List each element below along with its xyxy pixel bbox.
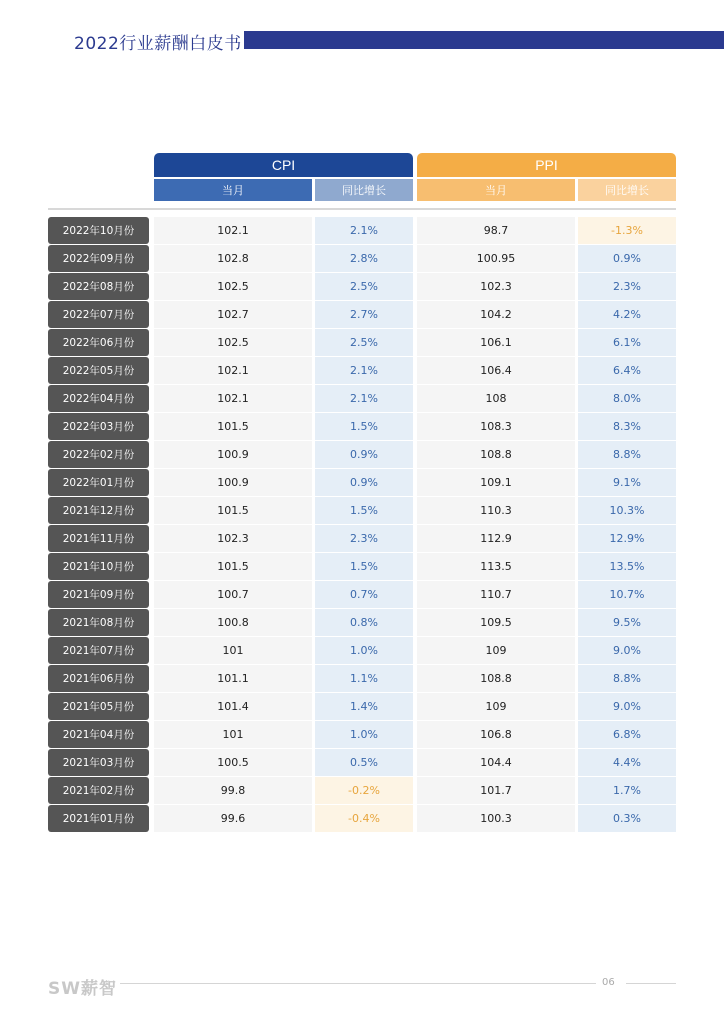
cpi-monthly-cell: 102.1 xyxy=(154,217,312,244)
cpi-yoy-cell: 2.1% xyxy=(315,385,413,412)
row-label: 2021年07月份 xyxy=(48,637,149,664)
ppi-yoy-cell: 0.9% xyxy=(578,245,676,272)
cpi-group-header: CPI xyxy=(154,153,413,177)
cpi-yoy-cell: 1.1% xyxy=(315,665,413,692)
ppi-yoy-cell: 2.3% xyxy=(578,273,676,300)
cpi-yoy-cell: 2.3% xyxy=(315,525,413,552)
table-row xyxy=(48,581,676,609)
cpi-yoy-cell: 1.5% xyxy=(315,497,413,524)
cpi-yoy-cell: 2.8% xyxy=(315,245,413,272)
cpi-monthly-cell: 101.1 xyxy=(154,665,312,692)
ppi-monthly-cell: 106.4 xyxy=(417,357,575,384)
row-label: 2021年11月份 xyxy=(48,525,149,552)
cpi-monthly-cell: 99.6 xyxy=(154,805,312,832)
cpi-monthly-cell: 100.8 xyxy=(154,609,312,636)
ppi-monthly-cell: 98.7 xyxy=(417,217,575,244)
ppi-yoy-cell: 9.0% xyxy=(578,693,676,720)
ppi-yoy-cell: 6.1% xyxy=(578,329,676,356)
ppi-yoy-cell: 10.3% xyxy=(578,497,676,524)
row-label: 2022年08月份 xyxy=(48,273,149,300)
footer-logo: SW薪智 xyxy=(48,979,117,999)
table-row xyxy=(48,497,676,525)
row-label: 2021年06月份 xyxy=(48,665,149,692)
cpi-yoy-cell: 1.5% xyxy=(315,553,413,580)
ppi-monthly-cell: 102.3 xyxy=(417,273,575,300)
table-row xyxy=(48,553,676,581)
cpi-monthly-cell: 101.4 xyxy=(154,693,312,720)
cpi-monthly-cell: 100.9 xyxy=(154,441,312,468)
page-header-title: 2022行业薪酬白皮书 xyxy=(74,34,242,54)
ppi-monthly-cell: 113.5 xyxy=(417,553,575,580)
cpi-yoy-cell: 2.1% xyxy=(315,357,413,384)
ppi-yoy-cell: 8.8% xyxy=(578,441,676,468)
page-number: 06 xyxy=(602,977,615,988)
table-row xyxy=(48,413,676,441)
cpi-monthly-cell: 102.1 xyxy=(154,385,312,412)
row-label: 2021年08月份 xyxy=(48,609,149,636)
ppi-monthly-cell: 100.95 xyxy=(417,245,575,272)
ppi-monthly-cell: 106.8 xyxy=(417,721,575,748)
row-label: 2021年12月份 xyxy=(48,497,149,524)
ppi-monthly-cell: 109.1 xyxy=(417,469,575,496)
cpi-monthly-cell: 100.5 xyxy=(154,749,312,776)
header-accent-bar xyxy=(244,31,724,49)
ppi-monthly-cell: 106.1 xyxy=(417,329,575,356)
cpi-monthly-cell: 99.8 xyxy=(154,777,312,804)
ppi-yoy-cell: 8.8% xyxy=(578,665,676,692)
cpi-yoy-cell: 2.7% xyxy=(315,301,413,328)
row-label: 2022年10月份 xyxy=(48,217,149,244)
table-row xyxy=(48,609,676,637)
cpi-yoy-cell: 2.5% xyxy=(315,329,413,356)
ppi-monthly-header: 当月 xyxy=(417,179,575,201)
table-row xyxy=(48,721,676,749)
ppi-yoy-cell: 12.9% xyxy=(578,525,676,552)
cpi-yoy-cell: 0.5% xyxy=(315,749,413,776)
row-label: 2021年02月份 xyxy=(48,777,149,804)
ppi-monthly-cell: 108.8 xyxy=(417,441,575,468)
row-label: 2022年09月份 xyxy=(48,245,149,272)
ppi-monthly-cell: 108 xyxy=(417,385,575,412)
cpi-monthly-cell: 102.5 xyxy=(154,329,312,356)
cpi-yoy-cell: 2.5% xyxy=(315,273,413,300)
ppi-yoy-cell: 4.4% xyxy=(578,749,676,776)
cpi-monthly-cell: 102.5 xyxy=(154,273,312,300)
cpi-monthly-cell: 102.1 xyxy=(154,357,312,384)
cpi-monthly-cell: 101.5 xyxy=(154,413,312,440)
table-row xyxy=(48,749,676,777)
ppi-yoy-cell: -1.3% xyxy=(578,217,676,244)
cpi-monthly-cell: 100.9 xyxy=(154,469,312,496)
ppi-yoy-cell: 6.8% xyxy=(578,721,676,748)
row-label: 2022年07月份 xyxy=(48,301,149,328)
ppi-monthly-cell: 110.3 xyxy=(417,497,575,524)
ppi-monthly-cell: 108.8 xyxy=(417,665,575,692)
header-divider xyxy=(48,208,676,210)
table-row xyxy=(48,245,676,273)
ppi-monthly-cell: 110.7 xyxy=(417,581,575,608)
cpi-monthly-cell: 102.7 xyxy=(154,301,312,328)
cpi-yoy-cell: 0.8% xyxy=(315,609,413,636)
table-row xyxy=(48,693,676,721)
ppi-monthly-cell: 109 xyxy=(417,637,575,664)
table-row xyxy=(48,637,676,665)
row-label: 2021年04月份 xyxy=(48,721,149,748)
cpi-monthly-cell: 101.5 xyxy=(154,553,312,580)
ppi-monthly-cell: 100.3 xyxy=(417,805,575,832)
ppi-monthly-cell: 108.3 xyxy=(417,413,575,440)
table-row xyxy=(48,217,676,245)
row-label: 2021年01月份 xyxy=(48,805,149,832)
table-row xyxy=(48,469,676,497)
cpi-monthly-cell: 102.3 xyxy=(154,525,312,552)
ppi-yoy-cell: 13.5% xyxy=(578,553,676,580)
ppi-yoy-cell: 10.7% xyxy=(578,581,676,608)
footer-divider xyxy=(120,983,596,984)
row-label: 2022年01月份 xyxy=(48,469,149,496)
ppi-group-header: PPI xyxy=(417,153,676,177)
ppi-yoy-cell: 4.2% xyxy=(578,301,676,328)
cpi-yoy-cell: 1.4% xyxy=(315,693,413,720)
ppi-monthly-cell: 109 xyxy=(417,693,575,720)
table-row xyxy=(48,357,676,385)
ppi-yoy-cell: 9.5% xyxy=(578,609,676,636)
row-label: 2022年05月份 xyxy=(48,357,149,384)
cpi-monthly-cell: 102.8 xyxy=(154,245,312,272)
table-row xyxy=(48,301,676,329)
table-row xyxy=(48,665,676,693)
table-row xyxy=(48,805,676,833)
row-label: 2022年02月份 xyxy=(48,441,149,468)
cpi-monthly-header: 当月 xyxy=(154,179,312,201)
row-label: 2021年03月份 xyxy=(48,749,149,776)
cpi-yoy-cell: 0.9% xyxy=(315,469,413,496)
cpi-yoy-cell: 1.0% xyxy=(315,637,413,664)
cpi-monthly-cell: 100.7 xyxy=(154,581,312,608)
table-row xyxy=(48,273,676,301)
ppi-yoy-cell: 1.7% xyxy=(578,777,676,804)
cpi-yoy-cell: 0.9% xyxy=(315,441,413,468)
ppi-yoy-cell: 9.1% xyxy=(578,469,676,496)
table-row xyxy=(48,525,676,553)
row-label: 2022年06月份 xyxy=(48,329,149,356)
cpi-monthly-cell: 101 xyxy=(154,721,312,748)
cpi-monthly-cell: 101 xyxy=(154,637,312,664)
ppi-yoy-cell: 8.3% xyxy=(578,413,676,440)
cpi-yoy-cell: 2.1% xyxy=(315,217,413,244)
ppi-yoy-cell: 6.4% xyxy=(578,357,676,384)
cpi-monthly-cell: 101.5 xyxy=(154,497,312,524)
ppi-yoy-header: 同比增长 xyxy=(578,179,676,201)
row-label: 2022年04月份 xyxy=(48,385,149,412)
cpi-yoy-cell: -0.4% xyxy=(315,805,413,832)
row-label: 2021年10月份 xyxy=(48,553,149,580)
cpi-yoy-cell: 1.0% xyxy=(315,721,413,748)
table-row xyxy=(48,329,676,357)
table-row xyxy=(48,385,676,413)
ppi-monthly-cell: 109.5 xyxy=(417,609,575,636)
cpi-yoy-header: 同比增长 xyxy=(315,179,413,201)
cpi-yoy-cell: 1.5% xyxy=(315,413,413,440)
ppi-monthly-cell: 104.4 xyxy=(417,749,575,776)
table-row xyxy=(48,777,676,805)
table-row xyxy=(48,441,676,469)
ppi-yoy-cell: 8.0% xyxy=(578,385,676,412)
cpi-yoy-cell: -0.2% xyxy=(315,777,413,804)
ppi-monthly-cell: 104.2 xyxy=(417,301,575,328)
ppi-monthly-cell: 112.9 xyxy=(417,525,575,552)
ppi-monthly-cell: 101.7 xyxy=(417,777,575,804)
footer-divider-right xyxy=(626,983,676,984)
row-label: 2021年05月份 xyxy=(48,693,149,720)
cpi-yoy-cell: 0.7% xyxy=(315,581,413,608)
ppi-yoy-cell: 0.3% xyxy=(578,805,676,832)
row-label: 2021年09月份 xyxy=(48,581,149,608)
ppi-yoy-cell: 9.0% xyxy=(578,637,676,664)
data-table-body xyxy=(48,217,676,833)
row-label: 2022年03月份 xyxy=(48,413,149,440)
